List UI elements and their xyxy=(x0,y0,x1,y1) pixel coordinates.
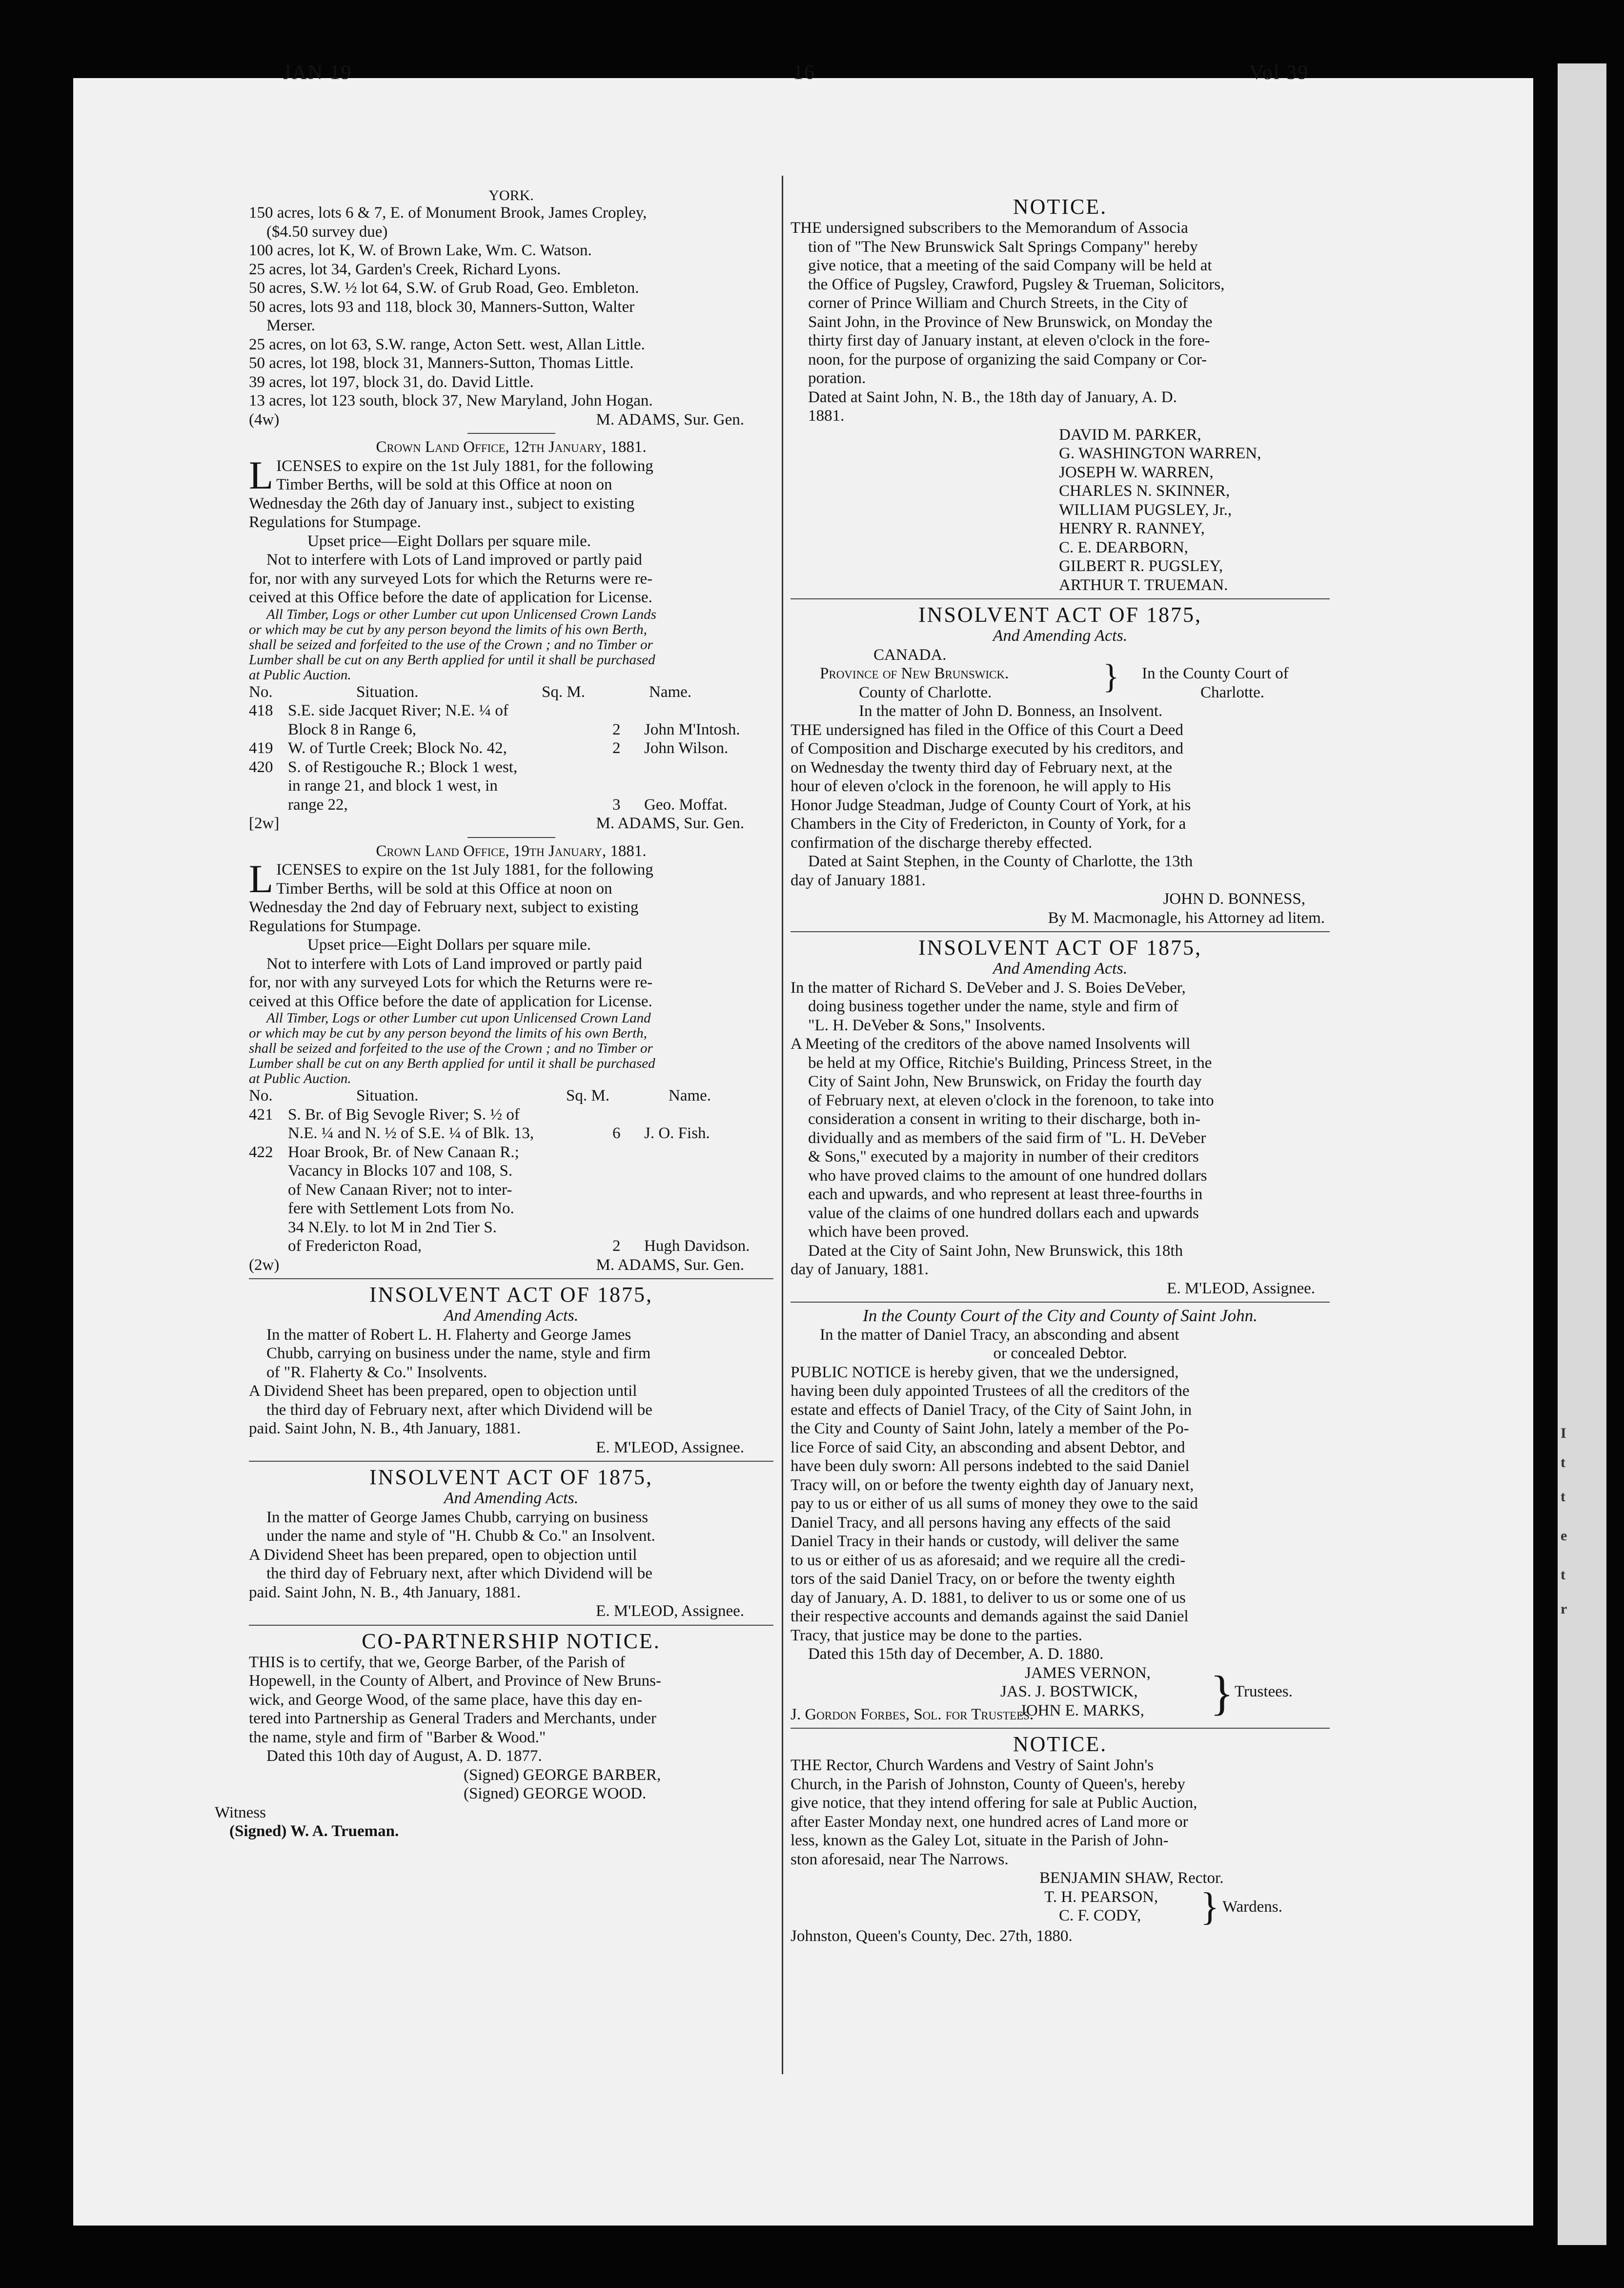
text-line: tered into Partnership as General Traders and Merchants, under xyxy=(249,1710,656,1727)
text-line: the Office of Pugsley, Crawford, Pugsley & Trueman, Solicitors, xyxy=(808,275,1225,293)
drop-cap: L xyxy=(249,456,274,494)
edge-fragment: I xyxy=(1561,1425,1566,1441)
text-line: In the matter of George James Chubb, carrying on business xyxy=(266,1508,649,1526)
signature: E. M'LEOD, Assignee. xyxy=(596,1602,744,1620)
table-row xyxy=(249,1237,773,1256)
text-line: give notice, that they intend offering for sale at Public Auction, xyxy=(791,1794,1198,1812)
text-line: value of the claims of one hundred dollars each and upwards xyxy=(808,1204,1199,1222)
col-name: Name. xyxy=(669,1087,711,1104)
berth-table-header xyxy=(249,1086,773,1105)
insolvent-notice-deveber xyxy=(791,936,1330,1298)
edge-fragment: t xyxy=(1561,1567,1565,1583)
edge-fragment: t xyxy=(1561,1454,1565,1471)
divider xyxy=(791,931,1330,932)
text-line: the third day of February next, after which Dividend will be xyxy=(266,1401,652,1419)
text-line: Honor Judge Steadman, Judge of County Court of York, at his xyxy=(791,796,1191,814)
text-line: City of Saint John, New Brunswick, on Friday the fourth day xyxy=(808,1073,1202,1090)
text-line: & Sons," executed by a majority in number of their creditors xyxy=(808,1148,1199,1165)
text-line: each and upwards, and who represent at least three-fourths in xyxy=(808,1185,1203,1203)
insertion-mark: [2w] xyxy=(249,815,280,832)
text-line: ICENSES to expire on the 1st July 1881, for the following xyxy=(276,861,653,878)
text-line: consideration a consent in writing to their discharge, both in- xyxy=(808,1110,1201,1128)
table-cell-sq: 2 xyxy=(612,720,621,738)
table-cell-no: 419 xyxy=(249,739,273,757)
signature-row xyxy=(249,814,773,833)
insolvent-notice-flaherty xyxy=(249,1283,773,1457)
signed-line: (Signed) GEORGE BARBER, xyxy=(464,1766,661,1784)
signature: JOHN D. BONNESS, xyxy=(1163,890,1305,908)
italic-line: Lumber shall be cut on any Berth applied for until it shall be purchased xyxy=(249,652,655,668)
text-line: A Meeting of the creditors of the above named Insolvents will xyxy=(791,1035,1191,1053)
text-line: for, nor with any surveyed Lots for which the Returns were re- xyxy=(249,570,653,588)
text-line: "L. H. DeVeber & Sons," Insolvents. xyxy=(808,1016,1046,1034)
insertion-mark: (2w) xyxy=(249,1256,280,1274)
text-line: ARTHUR T. TRUEMAN. xyxy=(1059,576,1228,594)
table-cell-name: John Wilson. xyxy=(644,739,729,757)
dropcap-block xyxy=(249,457,773,494)
text-line: of February next, at eleven o'clock in the forenoon, to take into xyxy=(808,1091,1214,1109)
jurisdiction-row xyxy=(791,683,1330,702)
divider xyxy=(249,1461,773,1462)
table-row xyxy=(249,1199,773,1218)
italic-line: All Timber, Logs or other Lumber cut upon Unlicensed Crown Lands xyxy=(266,606,656,622)
table-row xyxy=(249,1124,773,1143)
notice-subtitle: And Amending Acts. xyxy=(444,1489,579,1507)
notice-title: INSOLVENT ACT OF 1875, xyxy=(369,1465,653,1489)
table-row xyxy=(249,739,773,758)
signature: M. ADAMS, Sur. Gen. xyxy=(596,410,744,429)
notice-body xyxy=(791,1035,1330,1242)
york-line: 100 acres, lot K, W. of Brown Lake, Wm. C. Watson. xyxy=(249,242,592,259)
text-line: paid. Saint John, N. B., 4th January, 1881. xyxy=(249,1583,521,1601)
york-line: 50 acres, lot 198, block 31, Manners-Sutton, Thomas Little. xyxy=(249,354,634,372)
italic-line: Lumber shall be cut on any Berth applied for until it shall be purchased xyxy=(249,1056,655,1071)
text-line: In the matter of Robert L. H. Flaherty and George James xyxy=(266,1326,631,1344)
text-line: Chambers in the City of Fredericton, in County of York, for a xyxy=(791,815,1186,833)
witness-label: Witness xyxy=(215,1803,266,1821)
table-row xyxy=(249,701,773,720)
table-cell-sit: S.E. side Jacquet River; N.E. ¼ of xyxy=(288,702,508,719)
text-line: to us or either of us as aforesaid; and we require all the credi- xyxy=(791,1551,1186,1569)
col-no: No. xyxy=(249,1087,273,1104)
text-line: estate and effects of Daniel Tracy, of the City of Saint John, in xyxy=(791,1401,1192,1419)
york-title: YORK. xyxy=(488,187,534,204)
header-page-number: 16 xyxy=(793,61,815,84)
salt-springs-notice xyxy=(791,195,1330,594)
text-line: THE Rector, Church Wardens and Vestry of Saint John's xyxy=(791,1757,1154,1774)
text-line: under the name and style of "H. Chubb & Co." an Insolvent. xyxy=(266,1527,655,1545)
notice-title: CO-PARTNERSHIP NOTICE. xyxy=(362,1629,661,1653)
text-line: Regulations for Stumpage. xyxy=(249,917,421,935)
table-row xyxy=(249,720,773,739)
canada-line: CANADA. xyxy=(873,646,947,664)
notice-title: INSOLVENT ACT OF 1875, xyxy=(918,603,1202,627)
signed-line: (Signed) GEORGE WOOD. xyxy=(464,1785,647,1802)
berth-table xyxy=(249,1105,773,1256)
text-line: ICENSES to expire on the 1st July 1881, for the following xyxy=(276,457,653,475)
col-sq-m: Sq. M. xyxy=(566,1087,609,1104)
trustees-label: Trustees. xyxy=(1235,1682,1293,1700)
italic-line: or which may be cut by any person beyond the limits of his own Berth, xyxy=(249,1025,647,1041)
insertion-mark: (4w) xyxy=(249,410,280,429)
notice-title: In the County Court of the City and County of Saint John. xyxy=(863,1306,1258,1325)
table-row xyxy=(249,1218,773,1237)
adjacent-page-edge xyxy=(1558,63,1606,2245)
signature: M. ADAMS, Sur. Gen. xyxy=(596,815,744,832)
divider xyxy=(467,433,555,434)
upset-price: Upset price—Eight Dollars per square mile. xyxy=(307,532,591,550)
table-cell-sit: in range 21, and block 1 west, in xyxy=(288,777,498,795)
text-line: Wednesday the 2nd day of February next, subject to existing xyxy=(249,899,639,916)
text-line: GILBERT R. PUGSLEY, xyxy=(1059,557,1223,575)
york-line: 25 acres, lot 34, Garden's Creek, Richard Lyons. xyxy=(249,260,561,278)
signature: E. M'LEOD, Assignee. xyxy=(596,1438,744,1456)
edge-fragment: r xyxy=(1561,1601,1567,1617)
text-line: of Composition and Discharge executed by his creditors, and xyxy=(791,740,1183,757)
text-line: doing business together under the name, style and firm of xyxy=(808,998,1178,1015)
text-line: Regulations for Stumpage. xyxy=(249,513,421,531)
brace: } xyxy=(1103,658,1119,695)
col-sq-m: Sq. M. xyxy=(542,683,585,701)
text-line: on Wednesday the twenty third day of February next, at the xyxy=(791,758,1173,776)
divider xyxy=(249,1625,773,1626)
header-volume: Vol 39 xyxy=(1249,61,1309,84)
text-line: having been duly appointed Trustees of all the creditors of the xyxy=(791,1382,1190,1400)
matter-line: In the matter of John D. Bonness, an Insolvent. xyxy=(859,702,1163,720)
text-line: A Dividend Sheet has been prepared, open to objection until xyxy=(249,1382,637,1400)
berth-table xyxy=(249,701,773,814)
warden-name: T. H. PEARSON, xyxy=(1044,1888,1158,1906)
text-line: pay to us or either of us all sums of money they owe to the said xyxy=(791,1495,1198,1512)
notice-subtitle: And Amending Acts. xyxy=(993,960,1128,978)
col-no: No. xyxy=(249,683,273,701)
office-dateline: Crown Land Office, 19th January, 1881. xyxy=(376,842,647,860)
york-line: 150 acres, lots 6 & 7, E. of Monument Brook, James Cropley, xyxy=(249,204,647,222)
text-line: of "R. Flaherty & Co." Insolvents. xyxy=(266,1363,487,1381)
text-line: lice Force of said City, an absconding and absent Debtor, and xyxy=(791,1438,1185,1456)
county-court-notice xyxy=(791,1307,1330,1724)
trustees-block xyxy=(791,1664,1330,1720)
text-line: Hopewell, in the County of Albert, and Province of New Bruns- xyxy=(249,1672,662,1690)
text-line: In the matter of Richard S. DeVeber and J. S. Boies DeVeber, xyxy=(791,979,1186,997)
col-name: Name. xyxy=(649,683,692,701)
text-line: Timber Berths, will be sold at this Office at noon on xyxy=(276,879,612,898)
province-label: Province of New Brunswick. xyxy=(820,665,1009,682)
table-cell-sit: Hoar Brook, Br. of New Canaan R.; xyxy=(288,1143,519,1161)
text-line: after Easter Monday next, one hundred acres of Land more or xyxy=(791,1813,1188,1831)
table-cell-name: Geo. Moffat. xyxy=(644,796,728,814)
solicitor-line: J. Gordon Forbes, Sol. for Trustees. xyxy=(791,1705,1034,1723)
col-situation: Situation. xyxy=(356,1087,419,1104)
text-line: or concealed Debtor. xyxy=(993,1345,1127,1362)
trustee-name: JAS. J. BOSTWICK, xyxy=(1000,1682,1138,1700)
dated-line: Dated this 15th day of December, A. D. 1880. xyxy=(808,1645,1104,1663)
york-line: 13 acres, lot 123 south, block 37, New Maryland, John Hogan. xyxy=(249,392,653,409)
text-line: their respective accounts and demands against the said Daniel xyxy=(791,1608,1189,1625)
text-line: tion of "The New Brunswick Salt Springs Company" hereby xyxy=(808,238,1198,256)
berth-table-header xyxy=(249,683,773,702)
upset-price: Upset price—Eight Dollars per square mile. xyxy=(307,936,591,954)
signature: M. ADAMS, Sur. Gen. xyxy=(596,1256,744,1274)
italic-line: at Public Auction. xyxy=(249,667,351,683)
drop-cap: L xyxy=(249,860,274,898)
text-line: THE undersigned subscribers to the Memorandum of Associa xyxy=(791,219,1188,237)
johnston-church-notice xyxy=(791,1733,1330,1945)
left-column xyxy=(215,187,773,1841)
table-cell-sit: S. Br. of Big Sevogle River; S. ½ of xyxy=(288,1105,520,1124)
text-line: confirmation of the discharge thereby effected. xyxy=(791,834,1093,852)
text-line: paid. Saint John, N. B., 4th January, 1881. xyxy=(249,1420,521,1437)
text-line: corner of Prince William and Church Streets, in the City of xyxy=(808,294,1188,312)
text-line: Daniel Tracy in their hands or custody, will deliver the same xyxy=(791,1532,1179,1550)
text-line: Timber Berths, will be sold at this Office at noon on xyxy=(276,476,612,493)
table-cell-sq: 3 xyxy=(612,796,621,814)
text-line: who have proved claims to the amount of one hundred dollars xyxy=(808,1166,1207,1185)
table-cell-sq: 2 xyxy=(612,1237,621,1255)
notice-title: INSOLVENT ACT OF 1875, xyxy=(918,936,1202,960)
notice-body xyxy=(791,1363,1330,1645)
dated-line: Dated at Saint Stephen, in the County of Charlotte, the 13th xyxy=(808,853,1193,870)
warden-name: C. F. CODY, xyxy=(1059,1906,1141,1924)
col-situation: Situation. xyxy=(356,683,419,701)
text-line: wick, and George Wood, of the same place, have this day en- xyxy=(249,1691,643,1709)
york-line: ($4.50 survey due) xyxy=(266,223,388,241)
table-cell-sit: S. of Restigouche R.; Block 1 west, xyxy=(288,758,518,776)
table-cell-sit: of New Canaan River; not to inter- xyxy=(288,1181,512,1199)
table-cell-name: J. O. Fish. xyxy=(644,1124,710,1142)
notice-subtitle: And Amending Acts. xyxy=(993,627,1128,645)
italic-line: at Public Auction. xyxy=(249,1071,351,1086)
text-line: Chubb, carrying on business under the name, style and firm xyxy=(266,1345,651,1362)
text-line: C. E. DEARBORN, xyxy=(1059,538,1188,556)
text-line: HENRY R. RANNEY, xyxy=(1059,520,1205,537)
column-divider xyxy=(782,176,783,2074)
table-cell-sit: Block 8 in Range 6, xyxy=(288,720,417,738)
york-line: 25 acres, on lot 63, S.W. range, Acton Sett. west, Allan Little. xyxy=(249,335,645,353)
edge-fragment: e xyxy=(1561,1528,1567,1544)
table-cell-sit: Vacancy in Blocks 107 and 108, S. xyxy=(288,1162,513,1180)
table-cell-sit: 34 N.Ely. to lot M in 2nd Tier S. xyxy=(288,1218,497,1236)
divider xyxy=(791,598,1330,599)
table-cell-sit: N.E. ¼ and N. ½ of S.E. ¼ of Blk. 13, xyxy=(288,1124,534,1142)
text-line: the name, style and firm of "Barber & Wood." xyxy=(249,1728,546,1746)
dated-line: Dated this 10th day of August, A. D. 1877. xyxy=(266,1747,542,1765)
text-line: the City and County of Saint John, lately a member of the Po- xyxy=(791,1420,1189,1437)
york-section xyxy=(249,188,773,429)
text-line: day of January, A. D. 1881, to deliver to us or some one of us xyxy=(791,1589,1186,1607)
text-line: have been duly sworn: All persons indebted to the said Daniel xyxy=(791,1457,1190,1475)
county-label: County of Charlotte. xyxy=(859,683,992,701)
table-cell-no: 420 xyxy=(249,758,273,776)
text-line: Church, in the Parish of Johnston, County of Queen's, hereby xyxy=(791,1775,1185,1793)
italic-line: All Timber, Logs or other Lumber cut upon Unlicensed Crown Land xyxy=(266,1010,651,1026)
table-cell-no: 418 xyxy=(249,702,273,719)
office-dateline: Crown Land Office, 12th January, 1881. xyxy=(376,438,647,456)
table-row xyxy=(249,758,773,777)
table-cell-sit: W. of Turtle Creek; Block No. 42, xyxy=(288,739,507,757)
dated-line: 1881. xyxy=(808,407,845,425)
text-line: PUBLIC NOTICE is hereby given, that we the undersigned, xyxy=(791,1363,1179,1381)
text-line: THE undersigned has filed in the Office of this Court a Deed xyxy=(791,721,1183,739)
brace: } xyxy=(1200,1885,1219,1928)
table-cell-sit: fere with Settlement Lots from No. xyxy=(288,1200,514,1217)
trustee-name: JAMES VERNON, xyxy=(1025,1664,1151,1682)
italic-line: shall be seized and forfeited to the use of the Crown ; and no Timber or xyxy=(249,636,653,653)
text-line: Saint John, in the Province of New Brunswick, on Monday the xyxy=(808,313,1213,331)
text-line: the third day of February next, after which Dividend will be xyxy=(266,1565,652,1582)
table-cell-no: 422 xyxy=(249,1143,273,1161)
text-line: Tracy, that justice may be done to the parties. xyxy=(791,1626,1082,1644)
insolvent-notice-chubb xyxy=(249,1466,773,1621)
text-line: Wednesday the 26th day of January inst., subject to existing xyxy=(249,494,635,512)
copartnership-notice xyxy=(215,1629,773,1841)
text-line: CHARLES N. SKINNER, xyxy=(1059,482,1230,500)
place-dateline: Johnston, Queen's County, Dec. 27th, 1880. xyxy=(791,1927,1073,1945)
right-column xyxy=(791,195,1330,1945)
header-date: JAN 19 xyxy=(283,61,352,84)
text-line: ceived at this Office before the date of application for License. xyxy=(249,589,652,606)
text-line: Not to interfere with Lots of Land improved or partly paid xyxy=(266,955,642,973)
text-line: Not to interfere with Lots of Land improved or partly paid xyxy=(266,551,642,569)
court-county: Charlotte. xyxy=(1200,683,1265,701)
text-line: poration. xyxy=(808,369,866,387)
table-row xyxy=(249,1143,773,1162)
dated-line: Dated at Saint John, N. B., the 18th day of January, A. D. xyxy=(808,388,1177,406)
notice-title: NOTICE. xyxy=(1013,195,1108,219)
text-line: less, known as the Galey Lot, situate in the Parish of John- xyxy=(791,1832,1169,1849)
witness-signature: (Signed) W. A. Trueman. xyxy=(229,1822,399,1840)
table-row xyxy=(249,1105,773,1124)
table-cell-sq: 2 xyxy=(612,739,621,757)
text-line: which have been proved. xyxy=(808,1223,969,1241)
divider xyxy=(249,1278,773,1279)
dated-line: Dated at the City of Saint John, New Brunswick, this 18th xyxy=(808,1242,1183,1260)
text-line: dividually and as members of the said firm of "L. H. DeVeber xyxy=(808,1129,1206,1147)
text-line: WILLIAM PUGSLEY, Jr., xyxy=(1059,501,1232,519)
edge-fragment: t xyxy=(1561,1489,1565,1505)
text-line: ceived at this Office before the date of application for License. xyxy=(249,992,652,1010)
dated-line: day of January, 1881. xyxy=(791,1261,929,1278)
table-row xyxy=(249,796,773,815)
text-line: hour of eleven o'clock in the forenoon, he will apply to His xyxy=(791,777,1171,795)
text-line: give notice, that a meeting of the said Company will be held at xyxy=(808,257,1212,274)
table-row xyxy=(249,776,773,796)
court-label: In the County Court of xyxy=(1142,665,1289,682)
york-line: 50 acres, lots 93 and 118, block 30, Manners-Sutton, Walter xyxy=(249,298,635,316)
table-row xyxy=(249,1162,773,1181)
text-line: A Dividend Sheet has been prepared, open to objection until xyxy=(249,1546,637,1564)
text-line: for, nor with any surveyed Lots for which the Returns were re- xyxy=(249,974,653,991)
text-line: In the matter of Daniel Tracy, an absconding and absent xyxy=(820,1326,1179,1344)
text-line: thirty first day of January instant, at eleven o'clock in the fore- xyxy=(808,332,1210,349)
text-line: JOSEPH W. WARREN, xyxy=(1059,463,1214,481)
signature-row xyxy=(249,1256,773,1275)
attorney-line: By M. Macmonagle, his Attorney ad litem. xyxy=(1048,909,1325,927)
wardens-label: Wardens. xyxy=(1222,1898,1282,1916)
rector-line: BENJAMIN SHAW, Rector. xyxy=(1039,1869,1224,1887)
table-cell-sit: of Fredericton Road, xyxy=(288,1237,422,1255)
text-line: be held at my Office, Ritchie's Building, Princess Street, in the xyxy=(808,1054,1212,1072)
york-signature-row xyxy=(249,410,773,429)
text-line: tors of the said Daniel Tracy, on or before the twenty eighth xyxy=(791,1570,1175,1588)
text-line: Daniel Tracy, and all persons having any effects of the said xyxy=(791,1513,1171,1532)
text-line: ston aforesaid, near The Narrows. xyxy=(791,1850,1009,1868)
text-line: noon, for the purpose of organizing the said Company or Cor- xyxy=(808,350,1207,368)
table-row xyxy=(249,1181,773,1200)
table-cell-sit: range 22, xyxy=(288,796,348,814)
table-cell-no: 421 xyxy=(249,1105,273,1124)
insolvent-notice-bonness xyxy=(791,603,1330,927)
york-line: 39 acres, lot 197, block 31, do. David Little. xyxy=(249,373,534,391)
brace: } xyxy=(1210,1665,1234,1720)
text-line: DAVID M. PARKER, xyxy=(1059,426,1201,444)
signature: E. M'LEOD, Assignee. xyxy=(1167,1279,1315,1297)
table-cell-name: Hugh Davidson. xyxy=(644,1237,750,1255)
text-line: Tracy will, on or before the twenty eighth day of January next, xyxy=(791,1476,1194,1494)
notice-title: INSOLVENT ACT OF 1875, xyxy=(369,1283,653,1307)
italic-line: or which may be cut by any person beyond the limits of his own Berth, xyxy=(249,621,647,637)
text-line: THIS is to certify, that we, George Barber, of the Parish of xyxy=(249,1653,626,1671)
divider xyxy=(467,837,555,838)
york-line: Merser. xyxy=(266,317,315,334)
trustee-name: JOHN E. MARKS, xyxy=(1020,1701,1144,1719)
dated-line: day of January 1881. xyxy=(791,871,926,889)
notice-subtitle: And Amending Acts. xyxy=(444,1307,579,1325)
notice-title: NOTICE. xyxy=(1013,1732,1108,1756)
subscriber-list xyxy=(791,426,1330,595)
divider xyxy=(791,1728,1330,1729)
text-line: G. WASHINGTON WARREN, xyxy=(1059,445,1261,462)
table-cell-sq: 6 xyxy=(612,1124,621,1142)
italic-line: shall be seized and forfeited to the use of the Crown ; and no Timber or xyxy=(249,1041,653,1056)
divider xyxy=(791,1302,1330,1303)
crown-land-notice-2 xyxy=(249,842,773,1275)
crown-land-notice-1 xyxy=(249,438,773,833)
wardens-block xyxy=(791,1885,1330,1928)
dropcap-block xyxy=(249,860,773,898)
york-line: 50 acres, S.W. ½ lot 64, S.W. of Grub Road, Geo. Embleton. xyxy=(249,279,639,297)
table-cell-name: John M'Intosh. xyxy=(644,720,740,738)
